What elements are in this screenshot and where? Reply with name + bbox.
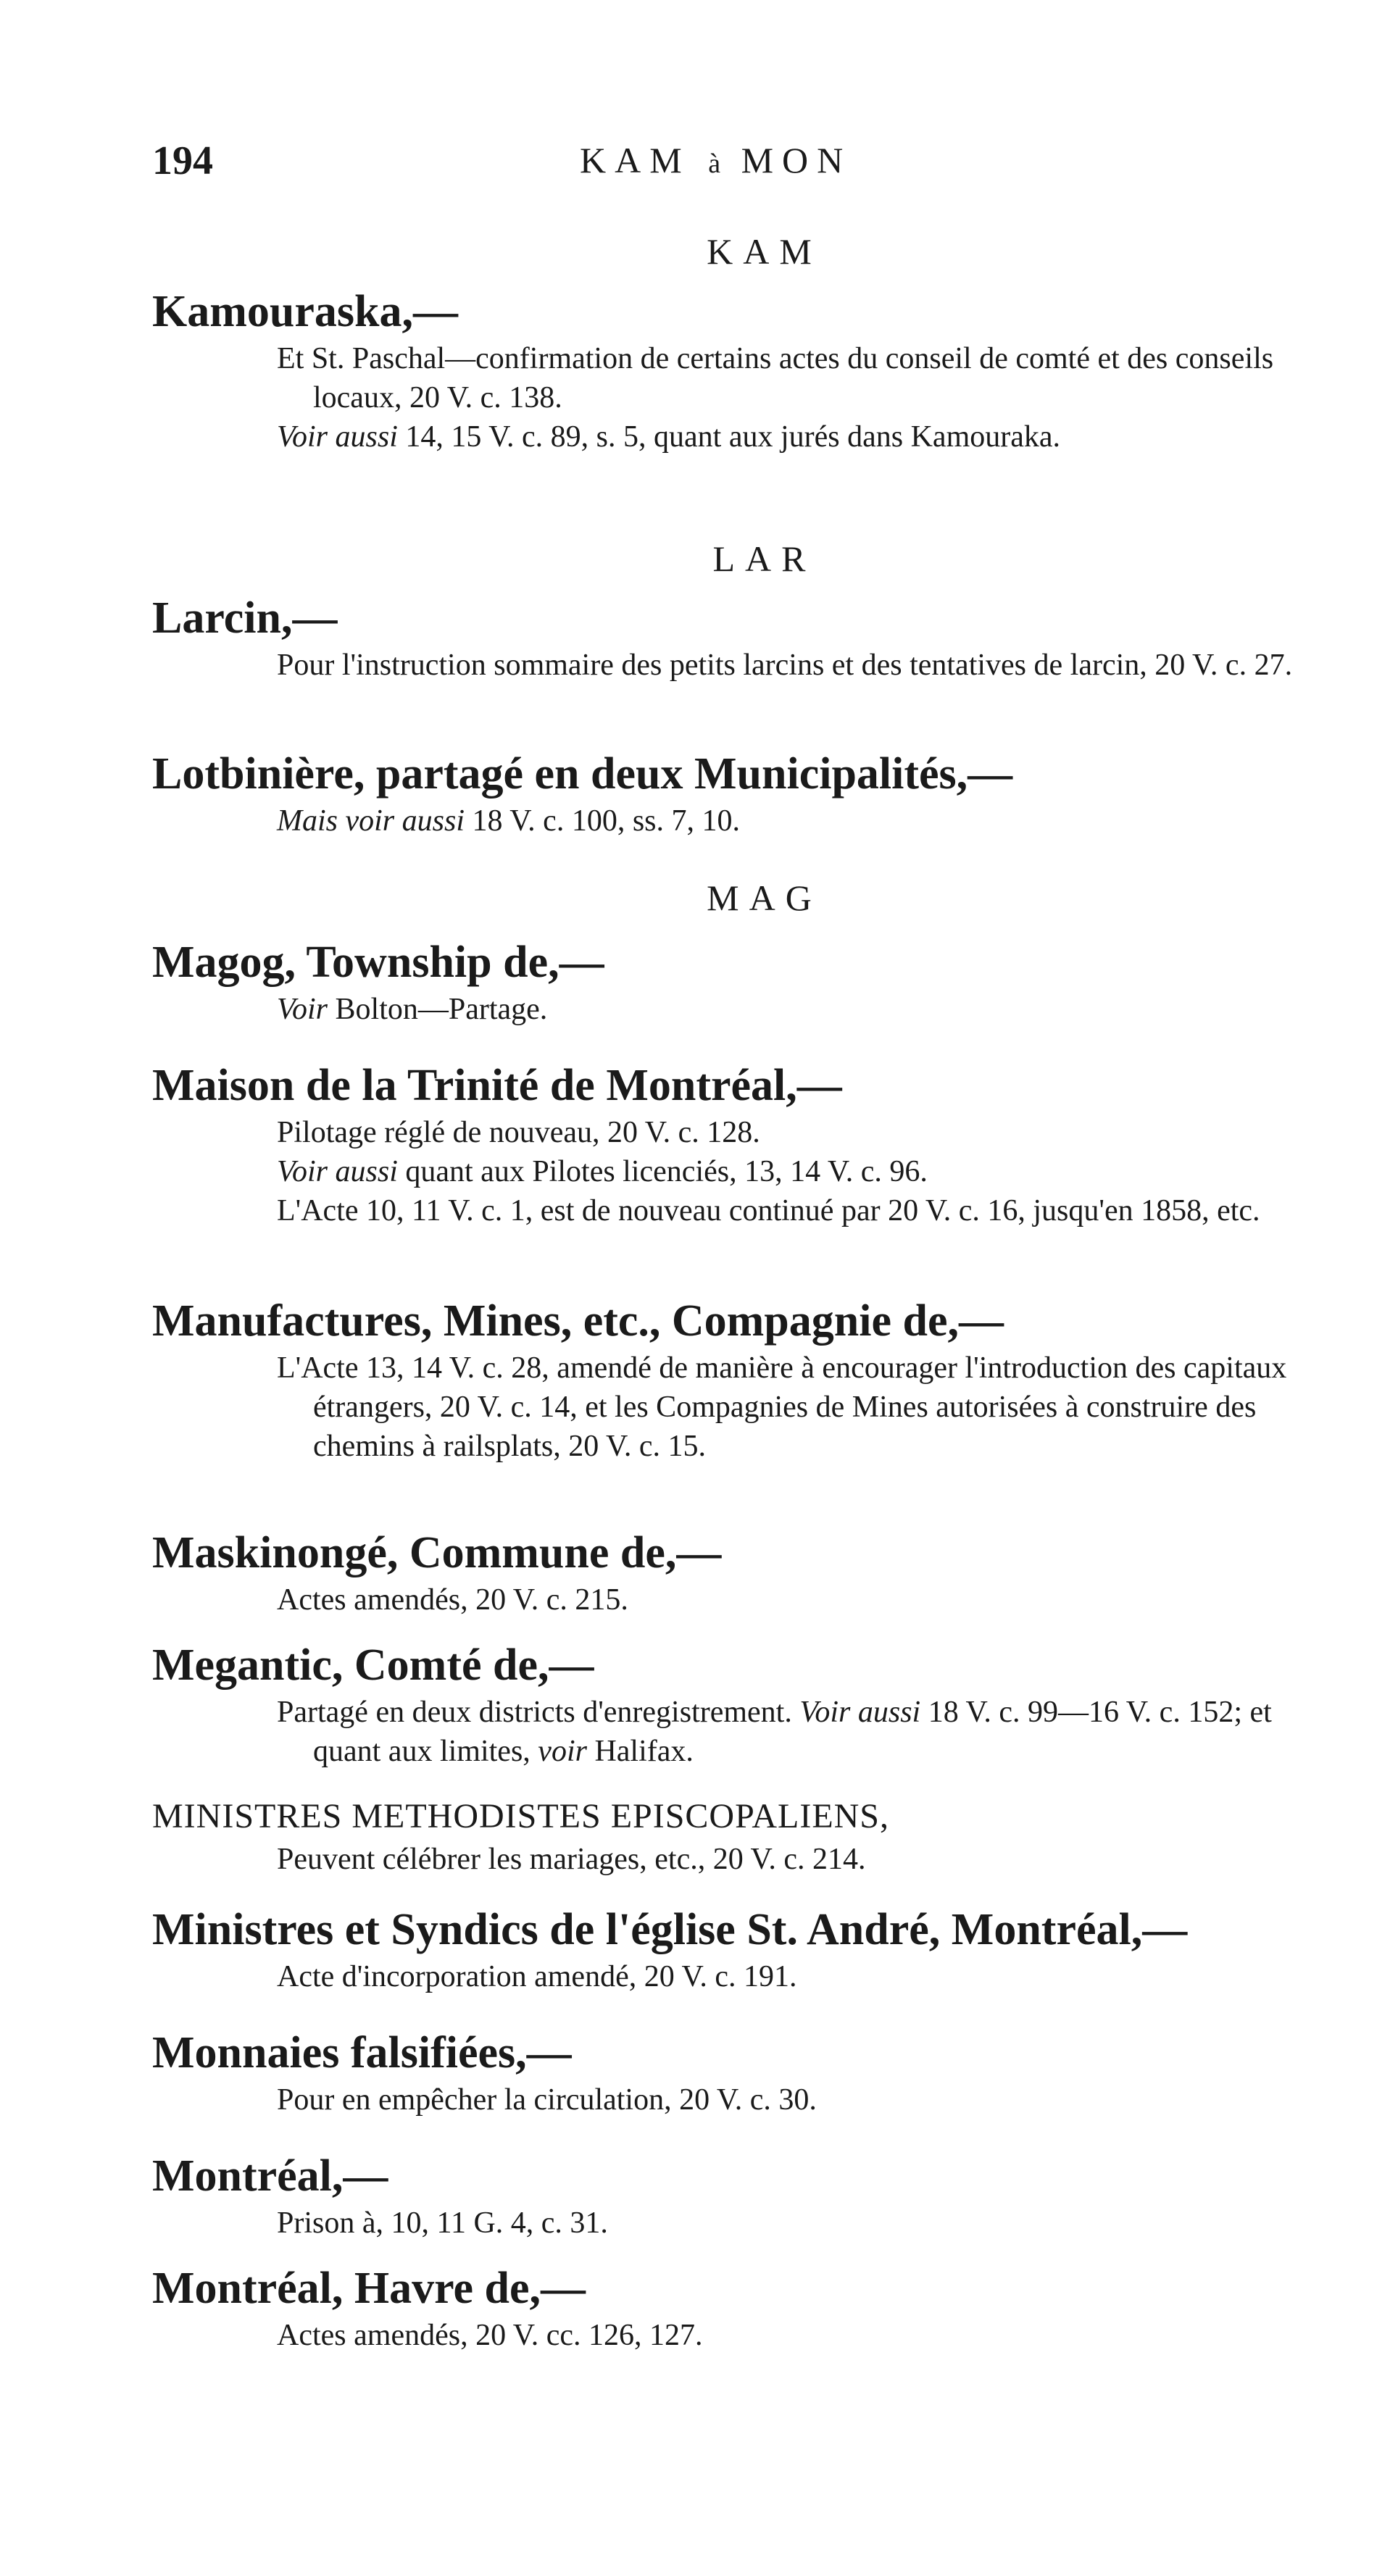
entry-line: L'Acte 13, 14 V. c. 28, amendé de manière à encourager l'introduction des capitaux étrangers, 20 V. c. 14, et les Compagnies de Mines autorisées à construire des chemins à railsplats, 20 V. c. 15.: [277, 1351, 1287, 1463]
entry-line: Actes amendés, 20 V. c. 215.: [277, 1583, 628, 1617]
entry-line: [188, 801, 1341, 841]
entry-line: [188, 1152, 1341, 1191]
running-head-left: KAM: [580, 140, 691, 180]
entry-title: Kamouraska,—: [152, 287, 458, 336]
entry-title: Manufactures, Mines, etc., Compagnie de,—: [152, 1296, 1004, 1346]
entry-line: [188, 1693, 1341, 1771]
entry-text: 14, 15 V. c. 89, s. 5, quant aux jurés dans Kamouraka.: [397, 420, 1061, 454]
italic-text: Voir: [277, 993, 328, 1026]
entry-title: Montréal, Havre de,—: [152, 2264, 586, 2313]
entry-magog: [152, 935, 1341, 1029]
entry-montreal: [152, 2148, 1341, 2243]
page-number: 194: [152, 138, 213, 183]
entry-line: Peuvent célébrer les mariages, etc., 20 V. c. 214.: [277, 1843, 866, 1876]
entry-text: quant aux Pilotes licenciés, 13, 14 V. c. 96.: [397, 1155, 928, 1188]
entry-megantic: [152, 1638, 1341, 1771]
entry-text: 18 V. c. 99—16 V. c. 152; et quant aux limites,: [313, 1696, 1272, 1768]
entry-title: MINISTRES METHODISTES EPISCOPALIENS,: [152, 1797, 889, 1835]
entry-title: Megantic, Comté de,—: [152, 1641, 594, 1690]
italic-text: Voir aussi: [277, 1155, 398, 1188]
running-head-mid: à: [708, 149, 724, 179]
entry-line: Pour en empêcher la circulation, 20 V. c. 30.: [277, 2083, 817, 2117]
entry-line: L'Acte 10, 11 V. c. 1, est de nouveau continué par 20 V. c. 16, jusqu'en 1858, etc.: [277, 1194, 1260, 1227]
entry-line: Pour l'instruction sommaire des petits larcins et des tentatives de larcin, 20 V. c. 27.: [277, 649, 1293, 682]
entry-line: [188, 417, 1341, 457]
entry-text: Halifax.: [586, 1735, 694, 1768]
entry-lotbiniere: [152, 746, 1341, 841]
running-head: [580, 139, 852, 181]
entry-title: Monnaies falsifiées,—: [152, 2028, 572, 2077]
entry-kamouraska: [152, 284, 1341, 457]
entry-text: Partagé en deux districts d'enregistrement.: [277, 1696, 800, 1729]
entry-manufactures: [152, 1293, 1341, 1466]
entry-ministres-methodistes: [152, 1793, 1341, 1879]
entry-title: Maison de la Trinité de Montréal,—: [152, 1061, 842, 1110]
entry-ministres-syndics: [152, 1902, 1341, 1996]
entry-maison-trinite: [152, 1058, 1341, 1230]
italic-text: voir: [538, 1735, 587, 1768]
section-heading-kam: KAM: [707, 231, 822, 272]
entry-line: Et St. Paschal—confirmation de certains actes du conseil de comté et des conseils locaux, 20 V. c. 138.: [277, 342, 1274, 414]
entry-line: Pilotage réglé de nouveau, 20 V. c. 128.: [277, 1116, 760, 1149]
entry-line: Prison à, 10, 11 G. 4, c. 31.: [277, 2206, 608, 2240]
entry-line: [188, 990, 1341, 1029]
entry-line: Actes amendés, 20 V. cc. 126, 127.: [277, 2319, 703, 2352]
italic-text: Voir aussi: [799, 1696, 921, 1729]
italic-text: Mais voir aussi: [277, 804, 465, 838]
entry-montreal-havre: [152, 2261, 1341, 2355]
section-heading-lar: LAR: [712, 538, 816, 579]
entry-title: Larcin,—: [152, 593, 338, 643]
entry-text: 18 V. c. 100, ss. 7, 10.: [465, 804, 741, 838]
entry-title: Magog, Township de,—: [152, 938, 604, 987]
page-header: [152, 138, 1341, 196]
entry-title: Maskinongé, Commune de,—: [152, 1528, 722, 1577]
entry-title: Ministres et Syndics de l'église St. André, Montréal,—: [152, 1905, 1188, 1954]
entry-maskinonge: [152, 1525, 1341, 1620]
section-heading-mag: MAG: [707, 878, 822, 918]
entry-line: Acte d'incorporation amendé, 20 V. c. 191.: [277, 1960, 797, 1993]
entry-larcin: [152, 591, 1341, 685]
entry-monnaies: [152, 2025, 1341, 2119]
running-head-right: MON: [741, 140, 852, 180]
entry-title: Montréal,—: [152, 2151, 388, 2201]
italic-text: Voir aussi: [277, 420, 398, 454]
entry-title: Lotbinière, partagé en deux Municipalités,—: [152, 749, 1013, 799]
entry-text: Bolton—Partage.: [328, 993, 548, 1026]
